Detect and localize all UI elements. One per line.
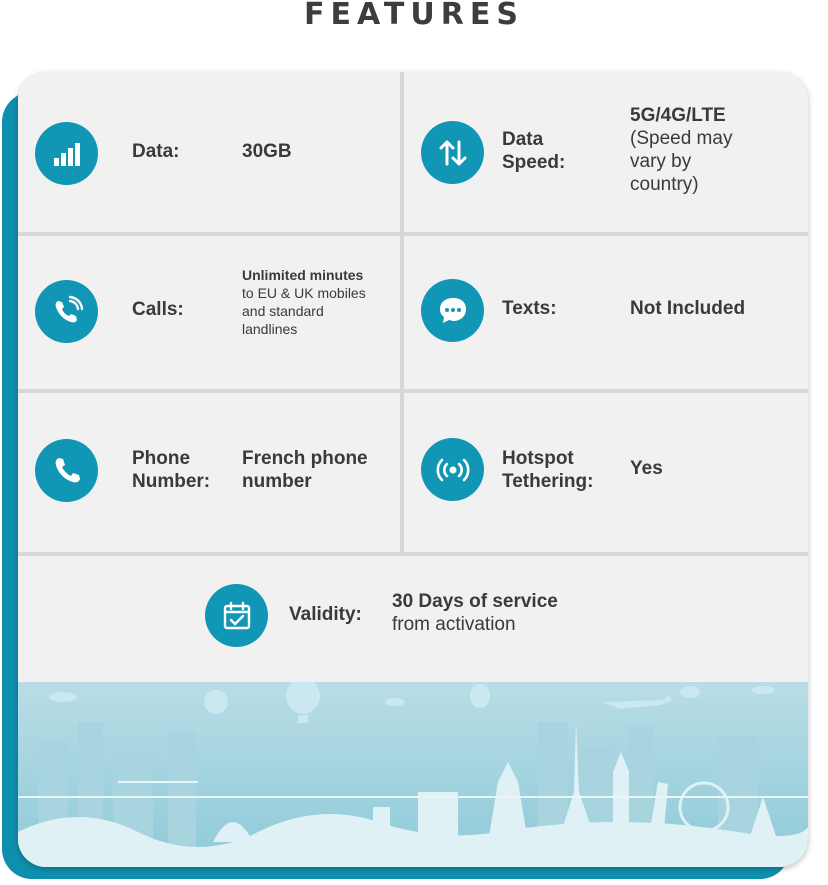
feature-phone-number [18, 393, 400, 552]
broadcast-icon [421, 438, 484, 501]
european-skyline-illustration [18, 682, 808, 867]
feature-data [18, 72, 400, 232]
features-card [18, 72, 808, 867]
calls-value-line2: to EU & UK mobiles [242, 285, 366, 301]
phone-number-value-line2: number [242, 471, 312, 492]
phone-number-label-line1: Phone [132, 448, 191, 469]
feature-data-speed [404, 72, 808, 232]
phone-number-value [242, 447, 368, 493]
hotspot-label-line2: Tethering: [502, 471, 594, 492]
calls-value-line3: and standard [242, 303, 324, 319]
page-title: FEATURES [304, 0, 524, 32]
feature-texts [404, 236, 808, 389]
calls-value [242, 266, 366, 338]
validity-value-line1: 30 Days of service [392, 591, 558, 612]
feature-calls [18, 236, 400, 389]
data-speed-label [502, 128, 565, 174]
up-down-arrows-icon [421, 121, 484, 184]
data-speed-label-line2: Speed: [502, 152, 566, 173]
signal-bars-icon [35, 122, 98, 185]
phone-number-label [132, 447, 210, 493]
validity-label: Validity: [289, 604, 362, 625]
texts-label: Texts: [502, 298, 557, 319]
data-label: Data: [132, 141, 180, 162]
hotspot-label-line1: Hotspot [502, 448, 574, 469]
data-speed-value-line3: vary by [630, 151, 692, 172]
data-value: 30GB [242, 141, 292, 162]
calls-value-line4: landlines [242, 321, 298, 337]
data-speed-value-line1: 5G/4G/LTE [630, 105, 726, 126]
phone-ringing-icon [35, 280, 98, 343]
data-speed-value-line2: (Speed may [630, 128, 733, 149]
phone-icon [35, 439, 98, 502]
phone-number-value-line1: French phone [242, 448, 368, 469]
texts-value: Not Included [630, 298, 746, 319]
validity-value-line2: from activation [392, 614, 516, 635]
data-speed-value-line4: country) [630, 174, 699, 195]
calls-value-line1: Unlimited minutes [242, 267, 364, 283]
chat-bubble-icon [421, 279, 484, 342]
calendar-check-icon [205, 584, 268, 647]
feature-hotspot [404, 393, 808, 552]
validity-value [392, 590, 558, 636]
phone-number-label-line2: Number: [132, 471, 211, 492]
data-speed-value [630, 104, 732, 196]
feature-validity [18, 556, 808, 682]
hotspot-value: Yes [630, 458, 663, 479]
data-speed-label-line1: Data [502, 129, 544, 150]
hotspot-label [502, 447, 593, 493]
calls-label: Calls: [132, 299, 184, 320]
